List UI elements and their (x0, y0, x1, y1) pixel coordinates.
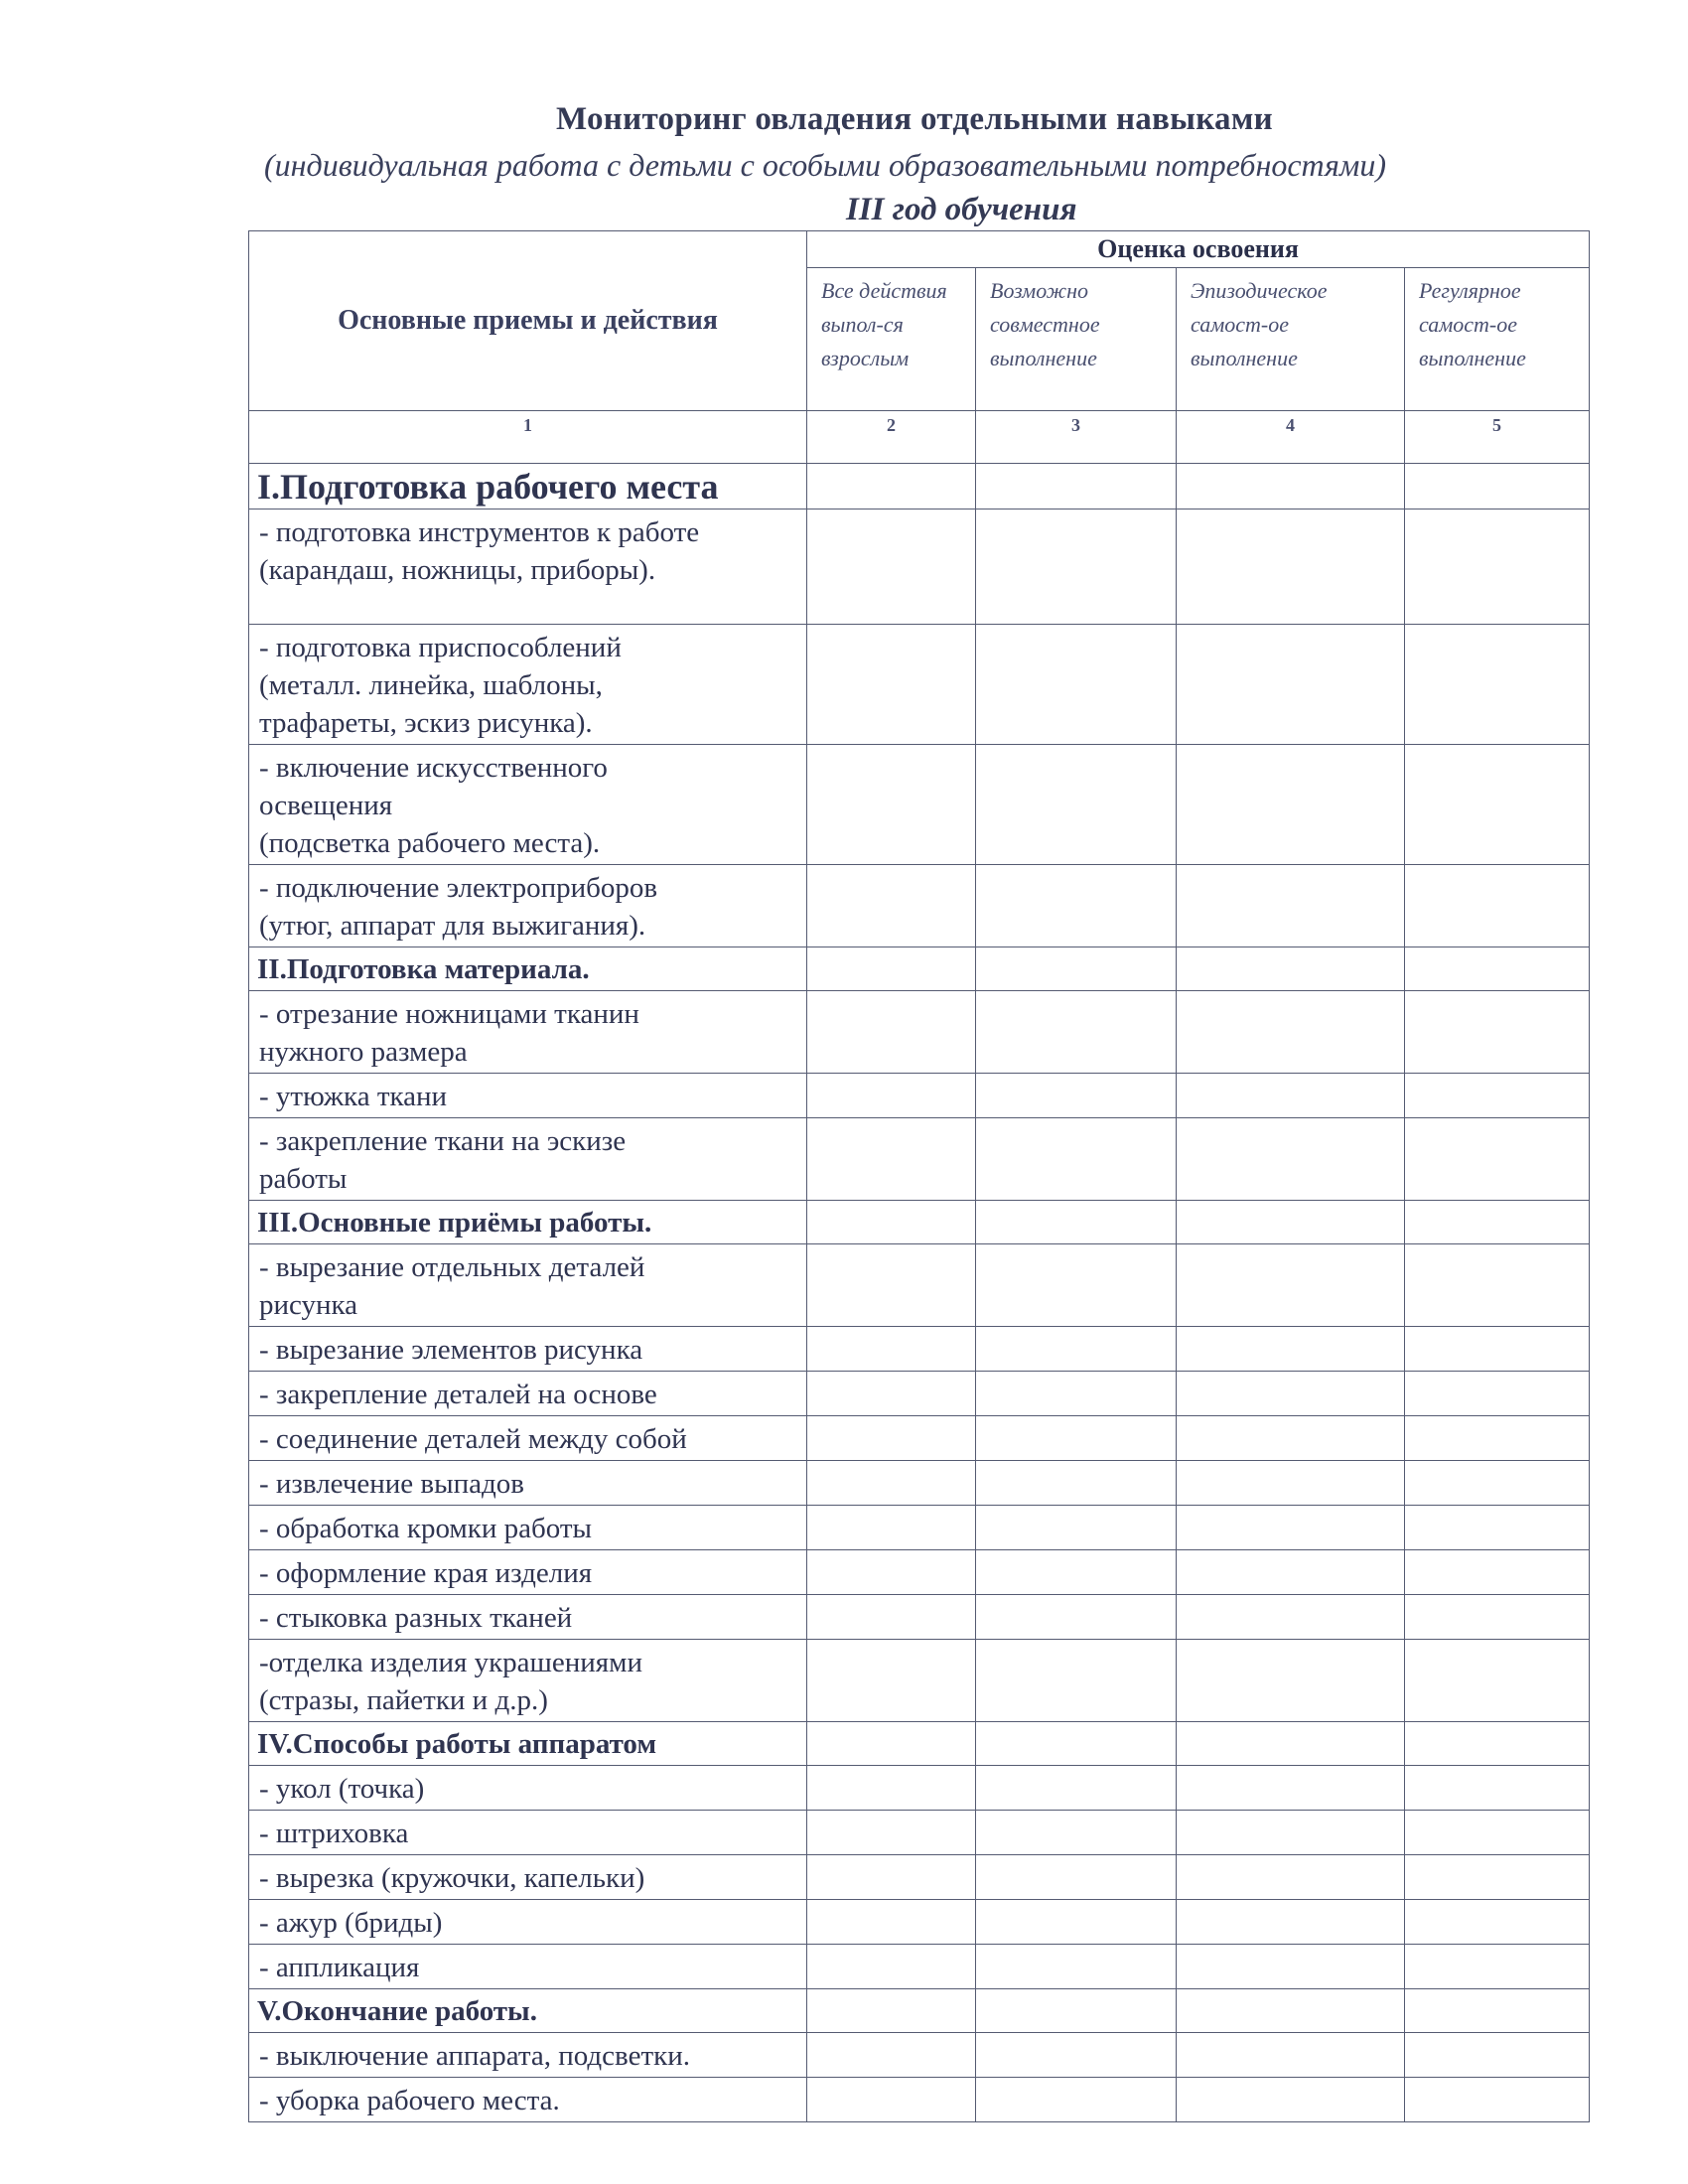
row-text: - закрепление ткани на эскизе работы (259, 1125, 627, 1195)
assessment-cell[interactable] (1177, 1201, 1405, 1244)
assessment-cell[interactable] (1405, 1640, 1590, 1722)
skill-label (249, 1640, 807, 1722)
assessment-cell[interactable] (1405, 1372, 1590, 1416)
assessment-cell[interactable] (1177, 2078, 1405, 2122)
section-title (249, 1989, 807, 2033)
assessment-cell[interactable] (1405, 991, 1590, 1074)
assessment-cell[interactable] (1177, 1372, 1405, 1416)
assessment-cell[interactable] (807, 2078, 976, 2122)
assessment-cell[interactable] (807, 1855, 976, 1900)
assessment-cell[interactable] (1405, 1074, 1590, 1118)
assessment-cell[interactable] (976, 1461, 1177, 1506)
assessment-cell[interactable] (1405, 1722, 1590, 1766)
row-text: - выключение аппарата, подсветки. (259, 2040, 690, 2072)
row-text: I.Подготовка рабочего места (257, 466, 719, 507)
assessment-cell[interactable] (807, 1811, 976, 1855)
section-title (249, 1722, 807, 1766)
assessment-cell[interactable] (1177, 1945, 1405, 1989)
assessment-cell[interactable] (1177, 745, 1405, 865)
assessment-cell[interactable] (976, 2033, 1177, 2078)
assessment-cell[interactable] (976, 1074, 1177, 1118)
assessment-cell[interactable] (807, 1201, 976, 1244)
assessment-cell[interactable] (807, 1327, 976, 1372)
assessment-cell[interactable] (807, 1461, 976, 1506)
assessment-cell[interactable] (1177, 1766, 1405, 1811)
assessment-cell[interactable] (1405, 2078, 1590, 2122)
assessment-cell[interactable] (1405, 1416, 1590, 1461)
skill-label (249, 2033, 807, 2078)
assessment-cell[interactable] (1177, 1118, 1405, 1201)
row-text: - подготовка инструментов к работе (карандаш, ножницы, приборы). (259, 516, 700, 586)
section-row (249, 1201, 1590, 1244)
document-title: Мониторинг овладения отдельными навыками (556, 101, 1273, 137)
assessment-cell[interactable] (976, 745, 1177, 865)
assessment-cell[interactable] (1405, 1900, 1590, 1945)
assessment-cell[interactable] (976, 1640, 1177, 1722)
assessment-cell[interactable] (1177, 625, 1405, 745)
row-text: III.Основные приёмы работы. (257, 1206, 652, 1238)
assessment-cell[interactable] (1177, 1416, 1405, 1461)
skill-label (249, 1811, 807, 1855)
assessment-cell[interactable] (1405, 1506, 1590, 1550)
assessment-cell[interactable] (807, 2033, 976, 2078)
assessment-cell[interactable] (807, 510, 976, 625)
assessment-cell[interactable] (976, 1550, 1177, 1595)
assessment-cell[interactable] (807, 1595, 976, 1640)
row-text: IV.Способы работы аппаратом (257, 1727, 657, 1760)
item-row (249, 2078, 1590, 2122)
assessment-cell[interactable] (976, 510, 1177, 625)
row-text: - соединение деталей между собой (259, 1423, 687, 1455)
section-title (249, 1201, 807, 1244)
assessment-cell[interactable] (1405, 1945, 1590, 1989)
assessment-cell[interactable] (1177, 1461, 1405, 1506)
assessment-cell[interactable] (1405, 1327, 1590, 1372)
item-row (249, 1900, 1590, 1945)
item-row (249, 1372, 1590, 1416)
main-column-header: Основные приемы и действия (249, 231, 807, 411)
item-row (249, 1855, 1590, 1900)
subheader-adult: Все действия выпол-ся взрослым (807, 268, 976, 411)
assessment-cell[interactable] (807, 1372, 976, 1416)
assessment-cell[interactable] (1405, 1595, 1590, 1640)
row-text: - подключение электроприборов (утюг, аппарат для выжигания). (259, 872, 658, 942)
section-row (249, 1722, 1590, 1766)
assessment-cell[interactable] (1405, 1766, 1590, 1811)
item-row (249, 1074, 1590, 1118)
column-number-row (249, 411, 1590, 464)
assessment-cell[interactable] (807, 947, 976, 991)
item-row (249, 510, 1590, 625)
assessment-cell[interactable] (807, 1506, 976, 1550)
header-row (249, 231, 1590, 268)
item-row (249, 991, 1590, 1074)
assessment-cell[interactable] (976, 1416, 1177, 1461)
section-row (249, 1989, 1590, 2033)
skill-label (249, 745, 807, 865)
skill-label (249, 625, 807, 745)
item-row (249, 745, 1590, 865)
study-year: III год обучения (846, 192, 1077, 227)
assessment-cell[interactable] (976, 1722, 1177, 1766)
assessment-cell[interactable] (1177, 1074, 1405, 1118)
assessment-cell[interactable] (976, 1244, 1177, 1327)
item-row (249, 2033, 1590, 2078)
subheader-regular: Регулярное самост-ое выполнение (1405, 268, 1590, 411)
assessment-cell[interactable] (1177, 510, 1405, 625)
item-row (249, 1640, 1590, 1722)
skill-label (249, 1244, 807, 1327)
assessment-cell[interactable] (1177, 1989, 1405, 2033)
assessment-cell[interactable] (1405, 1811, 1590, 1855)
skill-label (249, 1327, 807, 1372)
assessment-cell[interactable] (1177, 865, 1405, 947)
assessment-cell[interactable] (1177, 991, 1405, 1074)
skill-label (249, 1900, 807, 1945)
row-text: II.Подготовка материала. (257, 952, 590, 985)
skill-label (249, 1074, 807, 1118)
assessment-cell[interactable] (807, 865, 976, 947)
skill-label (249, 1550, 807, 1595)
row-text: - обработка кромки работы (259, 1513, 593, 1544)
assessment-cell[interactable] (1177, 1550, 1405, 1595)
row-text: - вырезка (кружочки, капельки) (259, 1862, 645, 1894)
assessment-cell[interactable] (1405, 464, 1590, 510)
row-text: - включение искусственного освещения (подсветка рабочего места). (259, 752, 608, 859)
assessment-cell[interactable] (1405, 745, 1590, 865)
assessment-cell[interactable] (976, 464, 1177, 510)
assessment-cell[interactable] (1405, 625, 1590, 745)
section-title (249, 464, 807, 510)
assessment-cell[interactable] (1177, 1595, 1405, 1640)
row-text: - закрепление деталей на основе (259, 1379, 657, 1410)
assessment-group-header: Оценка освоения (807, 231, 1590, 268)
section-title (249, 947, 807, 991)
assessment-cell[interactable] (807, 1118, 976, 1201)
row-text: - стыковка разных тканей (259, 1602, 573, 1634)
assessment-cell[interactable] (1405, 947, 1590, 991)
assessment-cell[interactable] (976, 1201, 1177, 1244)
assessment-cell[interactable] (807, 1640, 976, 1722)
assessment-cell[interactable] (1177, 1640, 1405, 1722)
assessment-cell[interactable] (807, 1416, 976, 1461)
assessment-cell[interactable] (976, 865, 1177, 947)
row-text: - извлечение выпадов (259, 1468, 524, 1500)
assessment-cell[interactable] (976, 1327, 1177, 1372)
table-body (249, 231, 1590, 2122)
assessment-cell[interactable] (1177, 947, 1405, 991)
assessment-cell[interactable] (976, 991, 1177, 1074)
item-row (249, 625, 1590, 745)
assessment-cell[interactable] (976, 1506, 1177, 1550)
assessment-cell[interactable] (976, 2078, 1177, 2122)
item-row (249, 1945, 1590, 1989)
assessment-cell[interactable] (807, 1766, 976, 1811)
subheader-joint: Возможно совместное выполнение (976, 268, 1177, 411)
row-text: - оформление края изделия (259, 1557, 593, 1589)
assessment-cell[interactable] (1405, 2033, 1590, 2078)
assessment-cell[interactable] (1177, 1855, 1405, 1900)
assessment-cell[interactable] (1177, 2033, 1405, 2078)
section-row (249, 464, 1590, 510)
column-number: 5 (1405, 411, 1590, 464)
item-row (249, 1461, 1590, 1506)
row-text: - уборка рабочего места. (259, 2085, 560, 2116)
row-text: - укол (точка) (259, 1773, 425, 1805)
assessment-cell[interactable] (1177, 1506, 1405, 1550)
assessment-cell[interactable] (807, 1989, 976, 2033)
subheader-episodic: Эпизодическое самост-ое выполнение (1177, 268, 1405, 411)
skill-label (249, 1372, 807, 1416)
skill-label (249, 2078, 807, 2122)
column-number: 4 (1177, 411, 1405, 464)
skill-label (249, 991, 807, 1074)
assessment-cell[interactable] (976, 1372, 1177, 1416)
column-number: 3 (976, 411, 1177, 464)
monitoring-table (248, 230, 1590, 2122)
assessment-cell[interactable] (807, 991, 976, 1074)
assessment-cell[interactable] (976, 1118, 1177, 1201)
assessment-cell[interactable] (1405, 510, 1590, 625)
assessment-cell[interactable] (1405, 1244, 1590, 1327)
assessment-cell[interactable] (807, 1074, 976, 1118)
item-row (249, 1327, 1590, 1372)
skill-label (249, 865, 807, 947)
skill-label (249, 1461, 807, 1506)
row-text: - штриховка (259, 1818, 409, 1849)
item-row (249, 1506, 1590, 1550)
assessment-cell[interactable] (807, 1550, 976, 1595)
document-subtitle: (индивидуальная работа с детьми с особыми образовательными потребностями) (264, 147, 1386, 183)
assessment-cell[interactable] (807, 464, 976, 510)
assessment-cell[interactable] (976, 1766, 1177, 1811)
row-text: - вырезание элементов рисунка (259, 1334, 643, 1366)
assessment-cell[interactable] (1177, 1900, 1405, 1945)
skill-label (249, 1766, 807, 1811)
item-row (249, 1416, 1590, 1461)
item-row (249, 865, 1590, 947)
assessment-cell[interactable] (1405, 1118, 1590, 1201)
item-row (249, 1118, 1590, 1201)
skill-label (249, 1595, 807, 1640)
assessment-cell[interactable] (976, 947, 1177, 991)
column-number: 2 (807, 411, 976, 464)
assessment-cell[interactable] (1405, 1550, 1590, 1595)
skill-label (249, 1506, 807, 1550)
assessment-cell[interactable] (976, 1855, 1177, 1900)
assessment-cell[interactable] (807, 1945, 976, 1989)
assessment-cell[interactable] (1177, 1244, 1405, 1327)
assessment-cell[interactable] (1405, 1989, 1590, 2033)
item-row (249, 1595, 1590, 1640)
assessment-cell[interactable] (807, 625, 976, 745)
assessment-cell[interactable] (1405, 1461, 1590, 1506)
assessment-cell[interactable] (976, 625, 1177, 745)
assessment-cell[interactable] (1405, 1855, 1590, 1900)
row-text: - отрезание ножницами тканин нужного размера (259, 998, 639, 1068)
skill-label (249, 1855, 807, 1900)
column-number: 1 (249, 411, 807, 464)
assessment-cell[interactable] (976, 1989, 1177, 2033)
assessment-cell[interactable] (1405, 865, 1590, 947)
skill-label (249, 1118, 807, 1201)
assessment-cell[interactable] (976, 1811, 1177, 1855)
skill-label (249, 1945, 807, 1989)
row-text: - подготовка приспособлений (металл. линейка, шаблоны, трафареты, эскиз рисунка). (259, 632, 622, 739)
assessment-cell[interactable] (1177, 464, 1405, 510)
row-text: V.Окончание работы. (257, 1994, 537, 2027)
assessment-cell[interactable] (976, 1945, 1177, 1989)
section-row (249, 947, 1590, 991)
item-row (249, 1244, 1590, 1327)
skill-label (249, 510, 807, 625)
assessment-cell[interactable] (1405, 1201, 1590, 1244)
assessment-cell[interactable] (807, 1900, 976, 1945)
assessment-cell[interactable] (807, 1244, 976, 1327)
row-text: - вырезание отдельных деталей рисунка (259, 1251, 645, 1321)
assessment-cell[interactable] (976, 1900, 1177, 1945)
row-text: - утюжка ткани (259, 1081, 448, 1112)
row-text: - ажур (бриды) (259, 1907, 443, 1939)
item-row (249, 1766, 1590, 1811)
item-row (249, 1550, 1590, 1595)
skill-label (249, 1416, 807, 1461)
assessment-cell[interactable] (1177, 1811, 1405, 1855)
row-text: -отделка изделия украшениями (стразы, пайетки и д.р.) (259, 1647, 643, 1716)
assessment-cell[interactable] (1177, 1327, 1405, 1372)
row-text: - аппликация (259, 1952, 420, 1983)
assessment-cell[interactable] (1177, 1722, 1405, 1766)
assessment-cell[interactable] (807, 1722, 976, 1766)
item-row (249, 1811, 1590, 1855)
assessment-cell[interactable] (976, 1595, 1177, 1640)
assessment-cell[interactable] (807, 745, 976, 865)
